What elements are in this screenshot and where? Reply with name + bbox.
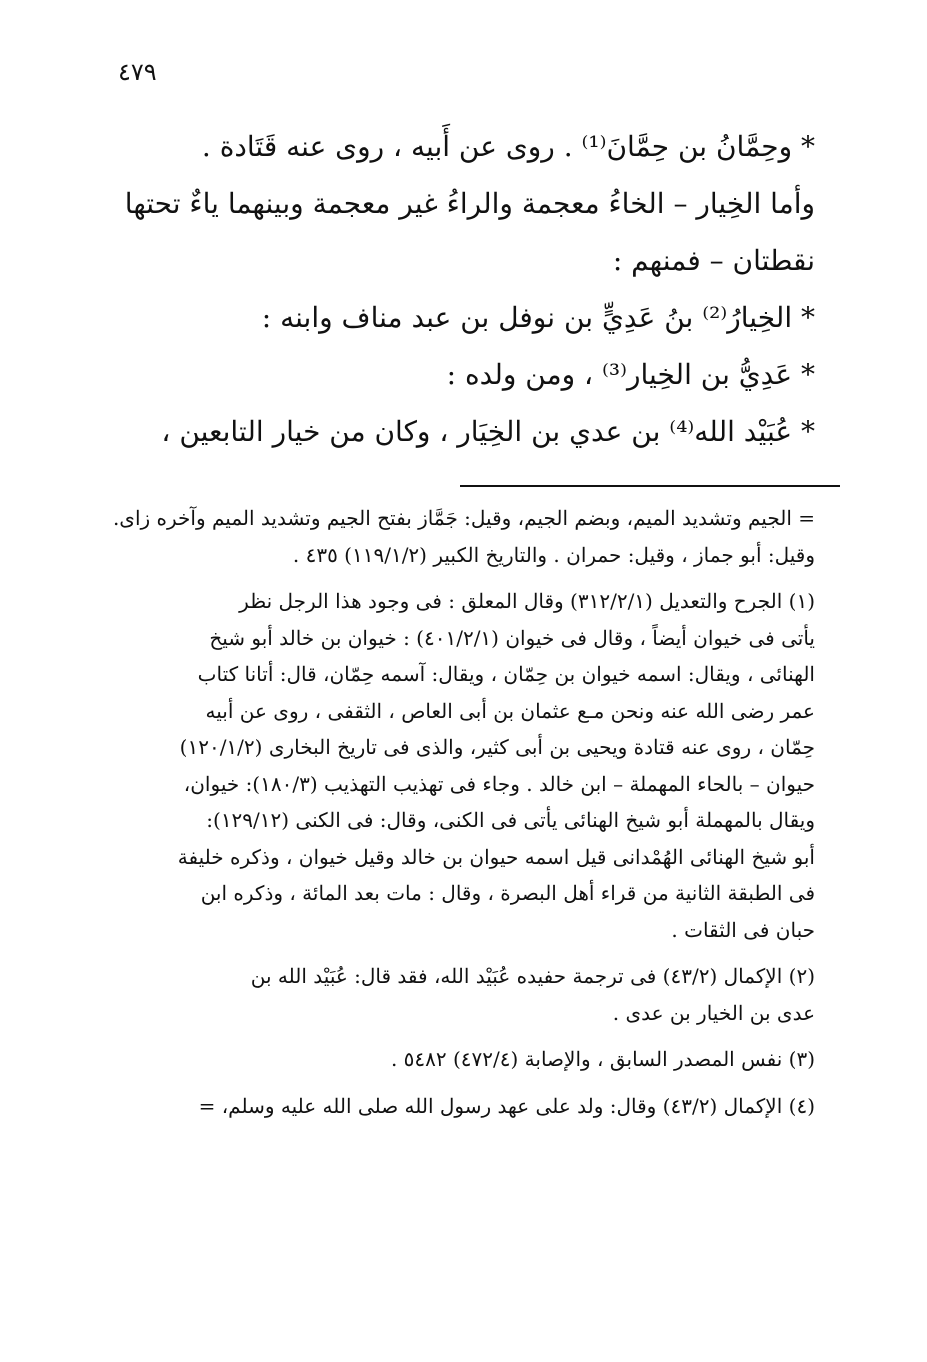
- footnote-line: حيوان – بالحاء المهملة – ابن خالد . وجاء فى تهذيب التهذيب (١٨٠/٣): خيوان،: [183, 771, 815, 796]
- footnote-line: وقيل: أبو جماز ، وقيل: حمران . والتاريخ الكبير (١١٩/١/٢) ٤٣٥ .: [292, 542, 815, 567]
- footnote-line: ويقال بالمهملة أبو شيخ الهنائى يأتى فى الكنى، وقال: فى الكنى (١٢٩/١٢):: [206, 808, 815, 832]
- entry-khiyar-ibn-adi: * الخِيارُ⁽²⁾ بنُ عَدِيٍّ بن نوفل بن عبد مناف وابنه :: [261, 301, 815, 334]
- footnote-4: [108, 1088, 815, 1125]
- footnote-line: (١) الجرح والتعديل (٣١٢/٢/١) وقال المعلق : فى وجود هذا الرجل نظر: [239, 589, 815, 613]
- entry-himman: * وحِمَّانُ بن حِمَّانَ⁽¹⁾ . روى عن أَبيه ، روى عنه قَتَادة .: [201, 130, 815, 163]
- footnote-line: = الجيم وتشديد الميم، وبضم الجيم، وقيل: جَمَّاز بفتح الجيم وتشديد الميم وآخره زاى.: [112, 506, 815, 530]
- footnote-continuation: [108, 500, 815, 573]
- footnote-line: أبو شيخ الهنائى الهُمْدانى قيل اسمه حيوان بن خالد وقيل خيوان ، وذكره خليفة: [177, 844, 815, 869]
- main-text: [110, 118, 815, 460]
- footnote-line: عمر رضى الله عنه ونحن مـع عثمان بن أبى العاص ، الثقفى ، روى عن أبيه: [205, 698, 815, 723]
- entry-adi-ibn-khiyar: * عَدِيُّ بن الخِيار⁽³⁾ ، ومن ولده :: [446, 358, 815, 391]
- footnote-line: حِمّان ، روى عنه قتادة ويحيى بن أبى كثير، والذى فى تاريخ البخارى (١٢٠/١/٢): [179, 735, 815, 759]
- footnote-3: [108, 1041, 815, 1078]
- footnotes: [108, 500, 815, 1134]
- section-intro-khiyar: وأما الخِيار – الخاءُ معجمة والراءُ غير معجمة وبينهما ياءٌ تحتها: [124, 187, 815, 220]
- page-number: ٤٧٩: [118, 58, 157, 86]
- footnote-line: (٢) الإكمال (٤٣/٢) فى ترجمة حفيده عُبَيْد الله، فقد قال: عُبَيْد الله بن: [250, 964, 815, 988]
- entry-ubaydullah: * عُبَيْد الله⁽⁴⁾ بن عدي بن الخِيَار ، وكان من خيار التابعين ،: [161, 415, 815, 448]
- section-intro-khiyar-end: نقطتان – فمنهم :: [612, 244, 815, 277]
- footnote-line: الهنائى ، ويقال: اسمه خيوان بن حِمّان ، ويقال: آسمه حِمّان، قال: أتانا كتاب: [197, 662, 815, 686]
- footnote-line: (٤) الإكمال (٤٣/٢) وقال: ولد على عهد رسول الله صلى الله عليه وسلم، =: [198, 1093, 815, 1118]
- footnote-line: يأتى فى خيوان أيضاً ، وقال فى خيوان (٤٠١/٢/١) : خيوان بن خالد أبو شيخ: [209, 625, 815, 650]
- footnote-divider: [460, 485, 840, 487]
- footnote-line: عدى بن الخيار بن عدى .: [612, 1000, 815, 1025]
- footnote-line: فى الطبقة الثانية من قراء أهل البصرة ، وقال : مات بعد المائة ، وذكره ابن: [200, 881, 815, 905]
- footnote-1: [108, 583, 815, 948]
- footnote-2: [108, 958, 815, 1031]
- footnote-line: (٣) نفس المصدر السابق ، والإصابة (٤٧٢/٤) ٥٤٨٢ .: [390, 1047, 815, 1071]
- footnote-line: حبان فى الثقات .: [671, 917, 815, 942]
